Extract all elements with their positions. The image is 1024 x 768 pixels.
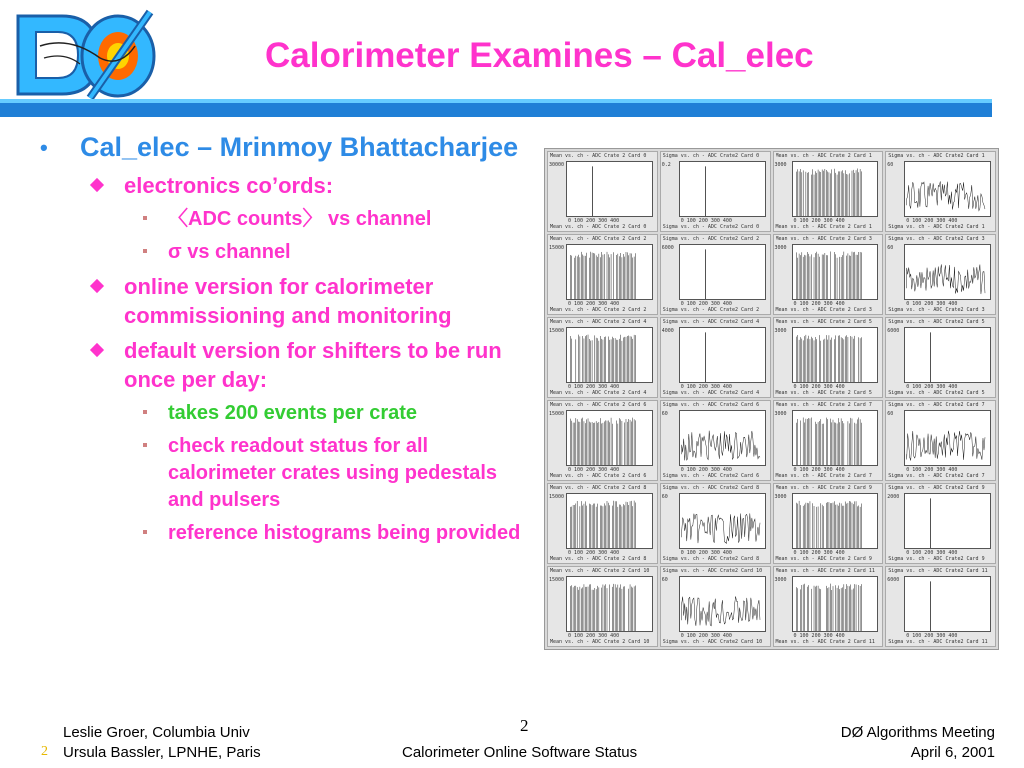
histogram-panel [547, 566, 658, 647]
slide-title: Calorimeter Examines – Cal_elec [265, 36, 814, 75]
histogram-panel [773, 151, 884, 232]
histogram-x-ticks: 0 100 200 300 400 [568, 384, 620, 390]
histogram-y-label: 3000 [774, 411, 787, 417]
histogram-x-ticks: 0 100 200 300 400 [793, 301, 845, 307]
histogram-x-ticks: 0 100 200 300 400 [680, 467, 732, 473]
bullet-level3 [40, 206, 530, 233]
histogram-title: Mean vs. ch - ADC Crate 2 Card 11 [775, 568, 875, 574]
bullet-text-electronics: electronics co’ords: [124, 173, 334, 198]
small-bullet-icon [143, 410, 147, 414]
histogram-caption: Sigma vs. ch - ADC Crate2 Card 6 [662, 473, 760, 479]
histogram-title: Sigma vs. ch - ADC Crate2 Card 10 [662, 568, 763, 574]
histogram-plot [566, 576, 653, 632]
histogram-title: Sigma vs. ch - ADC Crate2 Card 1 [888, 153, 985, 159]
histogram-title: Sigma vs. ch - ADC Crate2 Card 7 [888, 402, 985, 408]
histogram-caption: Sigma vs. ch - ADC Crate2 Card 5 [888, 390, 985, 396]
histogram-caption: Sigma vs. ch - ADC Crate2 Card 7 [888, 473, 985, 479]
histogram-plot [566, 493, 653, 549]
histogram-x-ticks: 0 100 200 300 400 [680, 384, 732, 390]
histogram-caption: Sigma vs. ch - ADC Crate2 Card 11 [888, 639, 988, 645]
histogram-plot [904, 161, 991, 217]
histogram-x-ticks: 0 100 200 300 400 [906, 384, 958, 390]
histogram-panel [773, 234, 884, 315]
histogram-panel [547, 234, 658, 315]
bullet-level1 [40, 132, 530, 163]
small-bullet-icon [143, 216, 147, 220]
histogram-x-ticks: 0 100 200 300 400 [568, 467, 620, 473]
histogram-plot [792, 410, 879, 466]
histogram-x-ticks: 0 100 200 300 400 [680, 550, 732, 556]
bullet-level3 [40, 400, 530, 427]
bullet-text-sigma: σ vs channel [168, 241, 291, 263]
histogram-title: Sigma vs. ch - ADC Crate2 Card 2 [662, 236, 760, 242]
histogram-panel [773, 566, 884, 647]
histogram-title: Mean vs. ch - ADC Crate 2 Card 8 [550, 485, 647, 491]
histogram-x-ticks: 0 100 200 300 400 [906, 218, 958, 224]
histogram-caption: Mean vs. ch - ADC Crate 2 Card 8 [550, 556, 647, 562]
histogram-y-label: 30000 [549, 162, 565, 168]
histogram-caption: Mean vs. ch - ADC Crate 2 Card 1 [775, 224, 872, 230]
histogram-caption: Sigma vs. ch - ADC Crate2 Card 10 [662, 639, 763, 645]
histogram-title: Mean vs. ch - ADC Crate 2 Card 4 [550, 319, 647, 325]
histogram-y-label: 0.2 [661, 162, 671, 168]
histogram-title: Sigma vs. ch - ADC Crate2 Card 6 [662, 402, 760, 408]
histogram-plot [792, 576, 879, 632]
histogram-y-label: 15000 [549, 411, 565, 417]
histogram-y-label: 2000 [887, 494, 900, 500]
histogram-x-ticks: 0 100 200 300 400 [906, 633, 958, 639]
histogram-plot [792, 327, 879, 383]
histogram-plot [792, 244, 879, 300]
histogram-y-label: 15000 [549, 577, 565, 583]
histogram-caption: Sigma vs. ch - ADC Crate2 Card 4 [662, 390, 760, 396]
histogram-title: Sigma vs. ch - ADC Crate2 Card 9 [888, 485, 985, 491]
histogram-x-ticks: 0 100 200 300 400 [568, 301, 620, 307]
histogram-plot [904, 576, 991, 632]
small-bullet-icon [143, 530, 147, 534]
histogram-y-label: 60 [661, 494, 668, 500]
histogram-title: Mean vs. ch - ADC Crate 2 Card 1 [775, 153, 872, 159]
histogram-panel [547, 483, 658, 564]
histogram-title: Mean vs. ch - ADC Crate 2 Card 5 [775, 319, 872, 325]
histogram-caption: Sigma vs. ch - ADC Crate2 Card 2 [662, 307, 760, 313]
histogram-caption: Mean vs. ch - ADC Crate 2 Card 3 [775, 307, 872, 313]
histogram-x-ticks: 0 100 200 300 400 [680, 301, 732, 307]
bullet-level2 [40, 272, 530, 330]
histogram-y-label: 60 [661, 411, 668, 417]
bullet-level2 [40, 171, 530, 200]
histogram-caption: Mean vs. ch - ADC Crate 2 Card 0 [550, 224, 647, 230]
histogram-x-ticks: 0 100 200 300 400 [793, 550, 845, 556]
histogram-x-ticks: 0 100 200 300 400 [568, 218, 620, 224]
histogram-y-label: 3000 [774, 328, 787, 334]
histogram-plot [679, 410, 766, 466]
histogram-title: Sigma vs. ch - ADC Crate2 Card 4 [662, 319, 760, 325]
histogram-plot [904, 327, 991, 383]
bullet-text-adc: 〈ADC counts〉 vs channel [168, 208, 432, 230]
histogram-caption: Sigma vs. ch - ADC Crate2 Card 0 [662, 224, 760, 230]
histogram-plot [904, 410, 991, 466]
histogram-caption: Mean vs. ch - ADC Crate 2 Card 10 [550, 639, 650, 645]
histogram-panel [660, 400, 771, 481]
histogram-plot [904, 244, 991, 300]
histogram-panel [773, 317, 884, 398]
histogram-plot [566, 410, 653, 466]
histogram-y-label: 15000 [549, 328, 565, 334]
bullet-text-takes: takes 200 events per crate [168, 402, 418, 424]
histogram-title: Mean vs. ch - ADC Crate 2 Card 10 [550, 568, 650, 574]
histogram-caption: Mean vs. ch - ADC Crate 2 Card 4 [550, 390, 647, 396]
page-number: 2 [520, 716, 529, 735]
histogram-panel [660, 566, 771, 647]
footer-date: April 6, 2001 [910, 744, 995, 761]
histogram-y-label: 3000 [774, 577, 787, 583]
bullet-text-reference: reference histograms being provided [168, 522, 521, 544]
histogram-caption: Mean vs. ch - ADC Crate 2 Card 2 [550, 307, 647, 313]
histogram-title: Sigma vs. ch - ADC Crate2 Card 8 [662, 485, 760, 491]
histogram-x-ticks: 0 100 200 300 400 [793, 633, 845, 639]
histogram-x-ticks: 0 100 200 300 400 [906, 550, 958, 556]
histogram-caption: Sigma vs. ch - ADC Crate2 Card 9 [888, 556, 985, 562]
bullet-level3 [40, 520, 530, 547]
histogram-panel [885, 483, 996, 564]
histogram-panel [660, 483, 771, 564]
histogram-y-label: 6000 [661, 245, 674, 251]
corner-page-number: 2 [41, 744, 48, 759]
histogram-title: Mean vs. ch - ADC Crate 2 Card 6 [550, 402, 647, 408]
histogram-y-label: 6000 [887, 577, 900, 583]
histogram-panel [660, 234, 771, 315]
title-rule [0, 103, 992, 117]
histogram-title: Mean vs. ch - ADC Crate 2 Card 3 [775, 236, 872, 242]
bullet-level2 [40, 336, 530, 394]
histogram-plot [904, 493, 991, 549]
histogram-panel [885, 400, 996, 481]
footer-meeting: DØ Algorithms Meeting [840, 724, 995, 741]
histogram-x-ticks: 0 100 200 300 400 [568, 633, 620, 639]
bullet-text-main: Cal_elec – Mrinmoy Bhattacharjee [80, 132, 519, 162]
bullet-dot-icon: • [40, 135, 48, 160]
histogram-plot [679, 161, 766, 217]
histogram-y-label: 60 [661, 577, 668, 583]
diamond-bullet-icon [90, 279, 104, 293]
bullet-text-default: default version for shifters to be run once per day: [124, 338, 502, 392]
histogram-plot [679, 327, 766, 383]
histogram-x-ticks: 0 100 200 300 400 [793, 467, 845, 473]
histogram-panel [773, 483, 884, 564]
bullet-text-check: check readout status for all calorimeter crates using pedestals and pulsers [168, 435, 498, 511]
histogram-panel [885, 234, 996, 315]
histogram-title: Mean vs. ch - ADC Crate 2 Card 9 [775, 485, 872, 491]
histogram-y-label: 4000 [661, 328, 674, 334]
d0-logo [10, 6, 160, 106]
small-bullet-icon [143, 249, 147, 253]
histogram-panel [885, 151, 996, 232]
histogram-title: Mean vs. ch - ADC Crate 2 Card 7 [775, 402, 872, 408]
histogram-plot [566, 327, 653, 383]
histogram-y-label: 15000 [549, 494, 565, 500]
histogram-title: Sigma vs. ch - ADC Crate2 Card 3 [888, 236, 985, 242]
histogram-panel [885, 317, 996, 398]
histogram-x-ticks: 0 100 200 300 400 [906, 301, 958, 307]
histogram-caption: Mean vs. ch - ADC Crate 2 Card 7 [775, 473, 872, 479]
bullet-list [40, 132, 530, 553]
histogram-caption: Mean vs. ch - ADC Crate 2 Card 6 [550, 473, 647, 479]
histogram-title: Sigma vs. ch - ADC Crate2 Card 11 [888, 568, 988, 574]
histogram-y-label: 15000 [549, 245, 565, 251]
footer-author-2: Ursula Bassler, LPNHE, Paris [63, 744, 261, 761]
diamond-bullet-icon [90, 178, 104, 192]
histogram-panel [547, 317, 658, 398]
footer-author-1: Leslie Groer, Columbia Univ [63, 724, 250, 741]
histogram-panel [660, 317, 771, 398]
histogram-title: Sigma vs. ch - ADC Crate2 Card 5 [888, 319, 985, 325]
histogram-caption: Sigma vs. ch - ADC Crate2 Card 1 [888, 224, 985, 230]
histogram-y-label: 3000 [774, 245, 787, 251]
histogram-panel [660, 151, 771, 232]
histogram-plot [792, 493, 879, 549]
histogram-plot [679, 493, 766, 549]
histogram-plot [566, 161, 653, 217]
histogram-caption: Mean vs. ch - ADC Crate 2 Card 9 [775, 556, 872, 562]
histogram-panel [547, 151, 658, 232]
histogram-x-ticks: 0 100 200 300 400 [568, 550, 620, 556]
histogram-plot [792, 161, 879, 217]
histogram-caption: Sigma vs. ch - ADC Crate2 Card 3 [888, 307, 985, 313]
histogram-plot [679, 576, 766, 632]
histogram-panel [547, 400, 658, 481]
histogram-x-ticks: 0 100 200 300 400 [906, 467, 958, 473]
histogram-caption: Mean vs. ch - ADC Crate 2 Card 5 [775, 390, 872, 396]
histogram-title: Mean vs. ch - ADC Crate 2 Card 2 [550, 236, 647, 242]
histogram-y-label: 3000 [774, 494, 787, 500]
histogram-y-label: 6000 [887, 328, 900, 334]
histogram-panel [885, 566, 996, 647]
bullet-text-online: online version for calorimeter commissioning and monitoring [124, 274, 452, 328]
bullet-level3 [40, 239, 530, 266]
histogram-panel [773, 400, 884, 481]
histogram-caption: Sigma vs. ch - ADC Crate2 Card 8 [662, 556, 760, 562]
histogram-plot [679, 244, 766, 300]
histogram-title: Mean vs. ch - ADC Crate 2 Card 0 [550, 153, 647, 159]
histogram-grid-image [544, 148, 999, 650]
histogram-x-ticks: 0 100 200 300 400 [680, 218, 732, 224]
histogram-x-ticks: 0 100 200 300 400 [793, 218, 845, 224]
small-bullet-icon [143, 443, 147, 447]
histogram-y-label: 60 [887, 162, 894, 168]
bullet-level3 [40, 433, 530, 514]
footer-subtitle: Calorimeter Online Software Status [402, 744, 638, 761]
histogram-plot [566, 244, 653, 300]
histogram-y-label: 60 [887, 411, 894, 417]
histogram-caption: Mean vs. ch - ADC Crate 2 Card 11 [775, 639, 875, 645]
histogram-y-label: 60 [887, 245, 894, 251]
histogram-x-ticks: 0 100 200 300 400 [793, 384, 845, 390]
histogram-x-ticks: 0 100 200 300 400 [680, 633, 732, 639]
diamond-bullet-icon [90, 343, 104, 357]
histogram-title: Sigma vs. ch - ADC Crate2 Card 0 [662, 153, 760, 159]
histogram-y-label: 3000 [774, 162, 787, 168]
